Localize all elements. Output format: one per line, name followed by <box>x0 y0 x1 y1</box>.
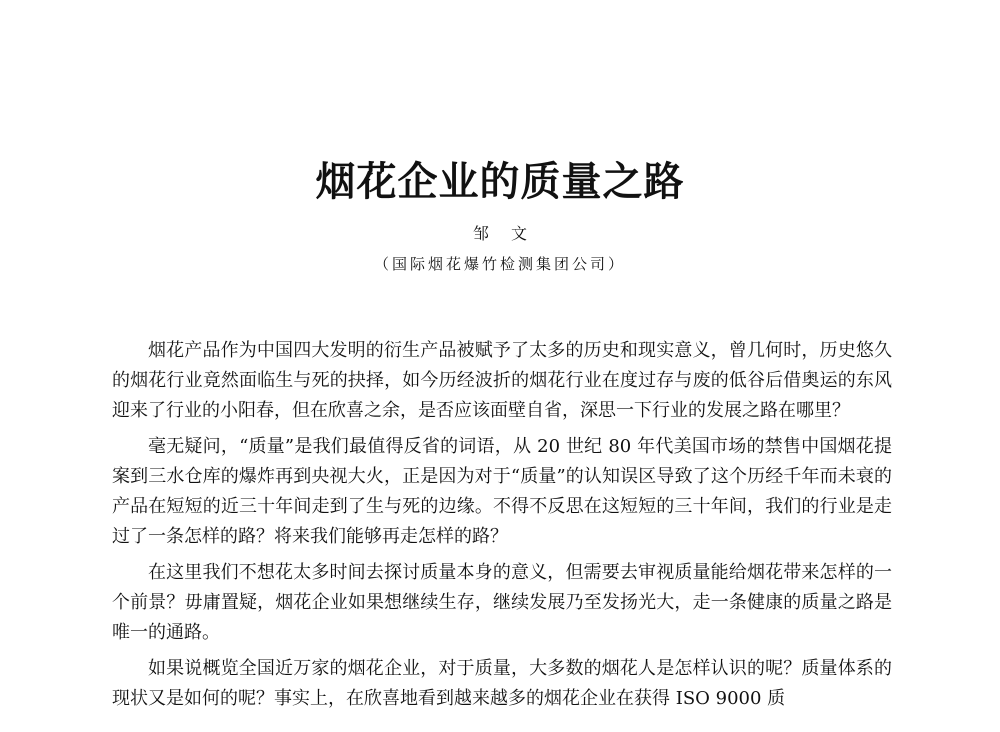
article-author: 邹文 <box>472 224 549 243</box>
article-affiliation: （国际烟花爆竹检测集团公司） <box>373 255 626 273</box>
article-title: 烟花企业的质量之路 <box>315 159 685 205</box>
paragraph-2: 毫无疑问，“质量”是我们最值得反省的词语，从 20 世纪 80 年代美国市场的禁售中国烟花提案到三水仓库的爆炸再到央视大火，正是因为对于“质量”的认知误区导致了这个历经千年而未衰的产品在短短的近三十年间走到了生与死的边缘。不得不反思在这短短的三十年间，我们的行业是走过了一条怎样的路？将来我们能够再走怎样的路？ <box>112 436 892 547</box>
paragraph-3: 在这里我们不想花太多时间去探讨质量本身的意义，但需要去审视质量能给烟花带来怎样的一个前景？毋庸置疑，烟花企业如果想继续生存，继续发展乃至发扬光大，走一条健康的质量之路是唯一的通路。 <box>112 562 892 643</box>
article-body <box>112 336 892 720</box>
paragraph-1: 烟花产品作为中国四大发明的衍生产品被赋予了太多的历史和现实意义，曾几何时，历史悠久的烟花行业竟然面临生与死的抉择，如今历经波折的烟花行业在度过存与废的低谷后借奥运的东风迎来了行业的小阳春，但在欣喜之余，是否应该面壁自省，深思一下行业的发展之路在哪里？ <box>112 340 892 421</box>
paragraph-4: 如果说概览全国近万家的烟花企业，对于质量，大多数的烟花人是怎样认识的呢？质量体系的现状又是如何的呢？事实上，在欣喜地看到越来越多的烟花企业在获得 ISO 9000 质 <box>112 658 892 709</box>
